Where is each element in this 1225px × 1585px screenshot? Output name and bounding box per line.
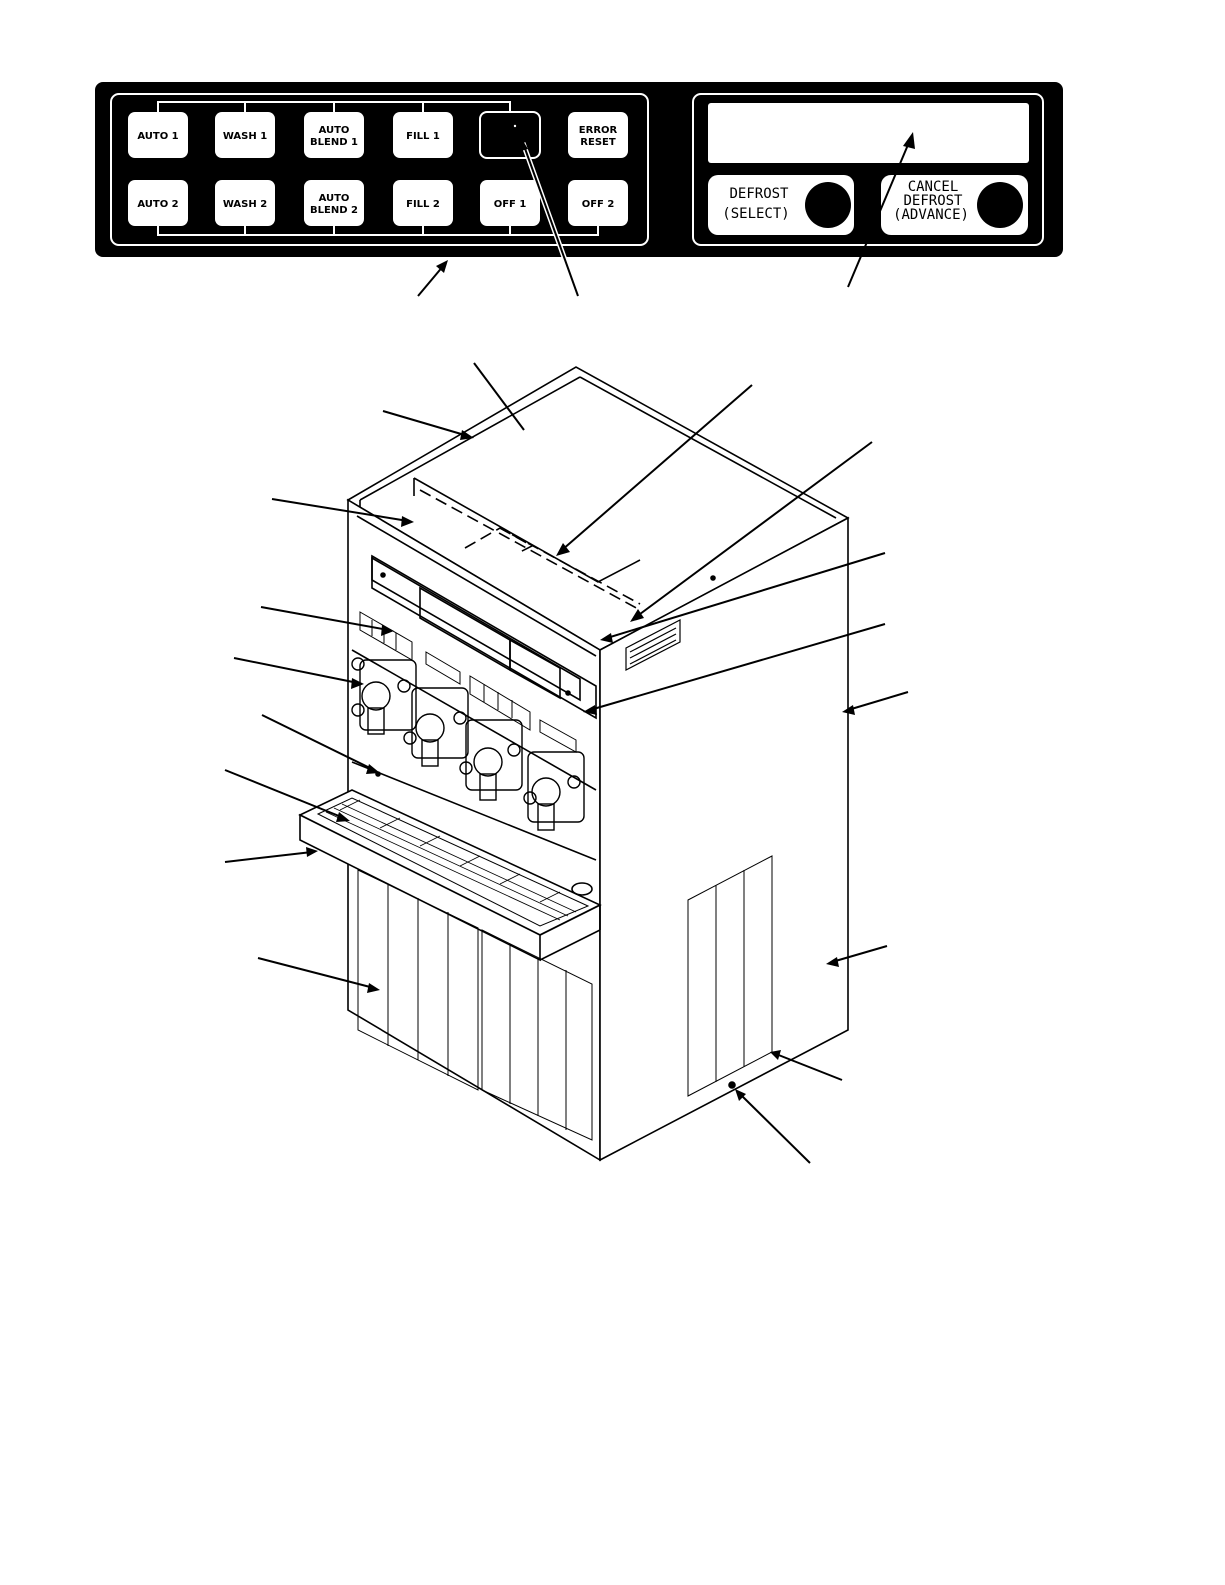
defrost-button[interactable] [708,175,854,235]
wash2-button[interactable] [215,180,275,226]
wash1-button[interactable] [215,112,275,158]
cancel-defrost-button[interactable] [881,175,1028,235]
indicator-window [480,112,540,158]
svg-text:FILL 1: FILL 1 [406,131,440,142]
svg-text:OFF 2: OFF 2 [581,199,615,210]
svg-text:OFF 1: OFF 1 [493,199,527,210]
auto-blend1-button[interactable] [304,112,364,158]
defrost-button-knob[interactable] [805,182,851,228]
svg-text:RESET: RESET [580,137,616,148]
svg-text:(ADVANCE): (ADVANCE) [893,207,969,223]
svg-text:ERROR: ERROR [578,125,618,136]
svg-text:AUTO: AUTO [318,193,350,204]
auto2-button[interactable] [128,180,188,226]
auto1-button[interactable] [128,112,188,158]
svg-text:(SELECT): (SELECT) [722,206,790,222]
svg-text:DEFROST: DEFROST [729,186,789,202]
display-window [708,103,1029,163]
off2-button[interactable] [568,180,628,226]
svg-text:AUTO 2: AUTO 2 [137,199,179,210]
svg-text:FILL 2: FILL 2 [406,199,440,210]
svg-text:BLEND 1: BLEND 1 [310,137,358,148]
cancel-defrost-button-knob[interactable] [977,182,1023,228]
error-reset-button[interactable] [568,112,628,158]
svg-text:BLEND 2: BLEND 2 [310,205,358,216]
control-panel [95,82,1063,257]
dispenser-machine [300,367,848,1160]
auto-blend2-button[interactable] [304,180,364,226]
svg-text:WASH 2: WASH 2 [222,199,268,210]
fill1-button[interactable] [393,112,453,158]
svg-text:AUTO: AUTO [318,125,350,136]
svg-text:WASH 1: WASH 1 [222,131,268,142]
svg-text:AUTO 1: AUTO 1 [137,131,179,142]
svg-text:CANCEL: CANCEL [907,179,959,195]
fill2-button[interactable] [393,180,453,226]
off1-button[interactable] [480,180,540,226]
svg-text:DEFROST: DEFROST [903,193,963,209]
